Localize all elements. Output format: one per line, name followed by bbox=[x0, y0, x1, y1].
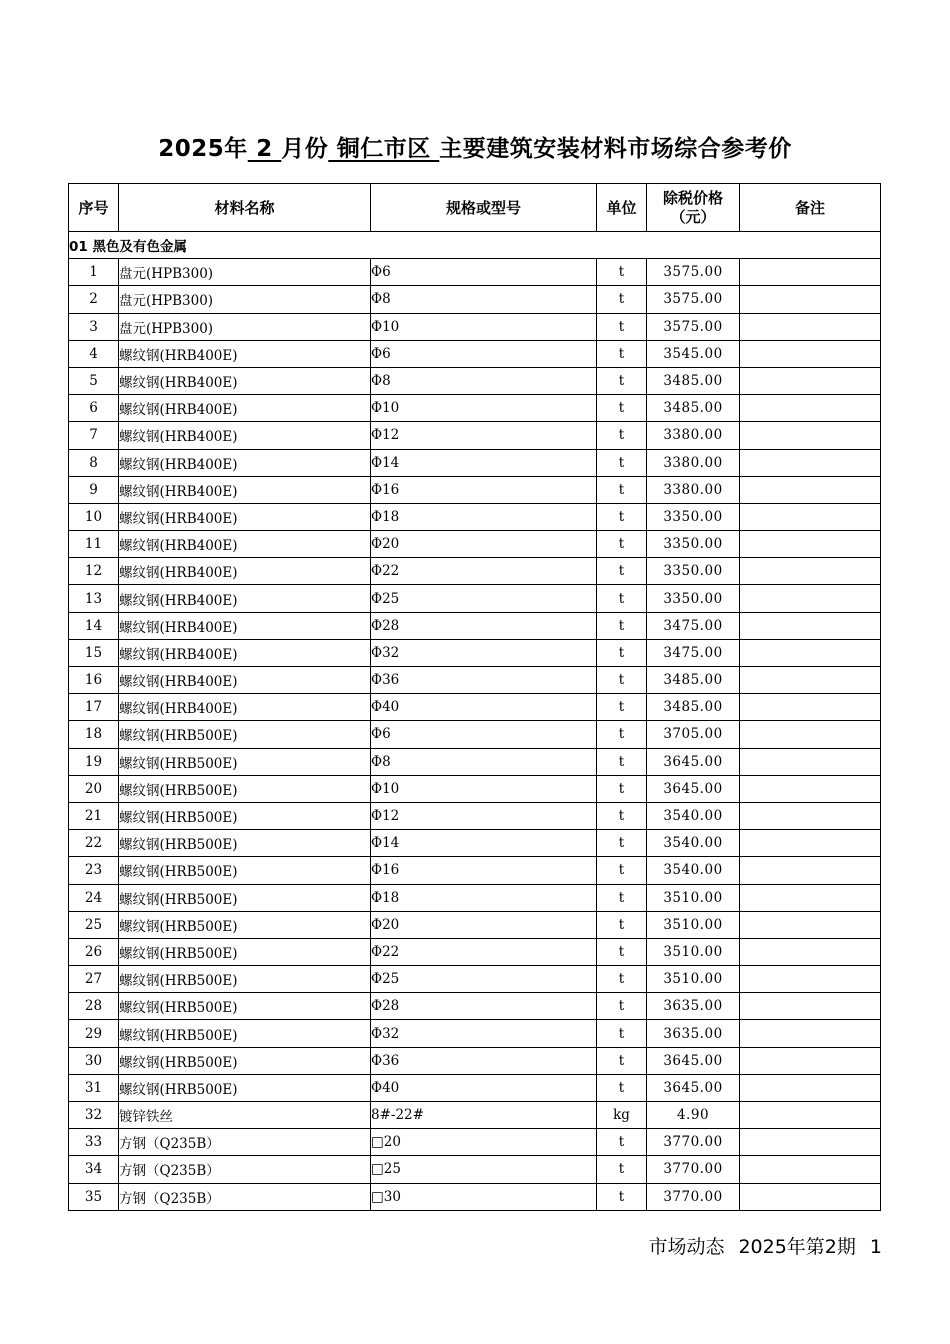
header-spec: 规格或型号 bbox=[371, 184, 597, 232]
header-price-line2: （元） bbox=[670, 207, 716, 226]
material-name: 螺纹钢(HRB400E) bbox=[119, 667, 371, 694]
material-price: 3575.00 bbox=[647, 286, 740, 313]
table-row bbox=[69, 694, 881, 721]
material-name: 螺纹钢(HRB500E) bbox=[119, 748, 371, 775]
material-name: 螺纹钢(HRB500E) bbox=[119, 830, 371, 857]
material-price: 3540.00 bbox=[647, 857, 740, 884]
material-unit: t bbox=[597, 612, 647, 639]
row-number: 7 bbox=[69, 422, 119, 449]
material-name: 螺纹钢(HRB400E) bbox=[119, 639, 371, 666]
row-number: 16 bbox=[69, 667, 119, 694]
material-note bbox=[740, 1102, 881, 1129]
material-price: 3510.00 bbox=[647, 966, 740, 993]
material-price: 3475.00 bbox=[647, 639, 740, 666]
material-name: 螺纹钢(HRB400E) bbox=[119, 340, 371, 367]
material-unit: t bbox=[597, 1129, 647, 1156]
title-year: 2025年 bbox=[158, 136, 248, 162]
material-spec: Φ16 bbox=[371, 857, 597, 884]
material-price: 3510.00 bbox=[647, 938, 740, 965]
material-note bbox=[740, 938, 881, 965]
material-unit: t bbox=[597, 830, 647, 857]
table-row bbox=[69, 1156, 881, 1183]
material-note bbox=[740, 639, 881, 666]
row-number: 17 bbox=[69, 694, 119, 721]
material-spec: Φ18 bbox=[371, 503, 597, 530]
material-note bbox=[740, 748, 881, 775]
table-row bbox=[69, 775, 881, 802]
header-price-line1: 除税价格 bbox=[662, 188, 723, 207]
material-note bbox=[740, 259, 881, 286]
material-spec: Φ6 bbox=[371, 340, 597, 367]
material-unit: t bbox=[597, 422, 647, 449]
material-spec: Φ32 bbox=[371, 639, 597, 666]
row-number: 19 bbox=[69, 748, 119, 775]
material-note bbox=[740, 395, 881, 422]
material-note bbox=[740, 503, 881, 530]
material-name: 螺纹钢(HRB500E) bbox=[119, 938, 371, 965]
table-row bbox=[69, 449, 881, 476]
row-number: 34 bbox=[69, 1156, 119, 1183]
table-row bbox=[69, 938, 881, 965]
material-note bbox=[740, 667, 881, 694]
table-row bbox=[69, 639, 881, 666]
table-row bbox=[69, 1047, 881, 1074]
material-note bbox=[740, 367, 881, 394]
material-note bbox=[740, 775, 881, 802]
material-unit: t bbox=[597, 1047, 647, 1074]
material-price: 3540.00 bbox=[647, 802, 740, 829]
material-unit: t bbox=[597, 857, 647, 884]
material-name: 螺纹钢(HRB500E) bbox=[119, 857, 371, 884]
material-note bbox=[740, 830, 881, 857]
row-number: 6 bbox=[69, 395, 119, 422]
material-price: 3770.00 bbox=[647, 1183, 740, 1210]
material-price: 3645.00 bbox=[647, 775, 740, 802]
row-number: 3 bbox=[69, 313, 119, 340]
material-note bbox=[740, 612, 881, 639]
material-unit: t bbox=[597, 1183, 647, 1210]
table-row bbox=[69, 313, 881, 340]
material-price: 3380.00 bbox=[647, 422, 740, 449]
material-price: 4.90 bbox=[647, 1102, 740, 1129]
footer-issue: 2025年第2期 bbox=[738, 1236, 856, 1258]
row-number: 2 bbox=[69, 286, 119, 313]
material-price: 3770.00 bbox=[647, 1129, 740, 1156]
header-unit: 单位 bbox=[597, 184, 647, 232]
material-unit: t bbox=[597, 938, 647, 965]
material-price: 3510.00 bbox=[647, 911, 740, 938]
table-row bbox=[69, 1129, 881, 1156]
table-row bbox=[69, 857, 881, 884]
table-row bbox=[69, 830, 881, 857]
row-number: 20 bbox=[69, 775, 119, 802]
material-price: 3380.00 bbox=[647, 476, 740, 503]
material-note bbox=[740, 1183, 881, 1210]
material-unit: t bbox=[597, 503, 647, 530]
material-unit: t bbox=[597, 721, 647, 748]
table-row bbox=[69, 1020, 881, 1047]
material-price: 3350.00 bbox=[647, 503, 740, 530]
material-price: 3380.00 bbox=[647, 449, 740, 476]
material-name: 螺纹钢(HRB500E) bbox=[119, 775, 371, 802]
material-name: 方钢（Q235B） bbox=[119, 1183, 371, 1210]
material-unit: t bbox=[597, 367, 647, 394]
row-number: 33 bbox=[69, 1129, 119, 1156]
page-footer bbox=[634, 1232, 882, 1259]
material-spec: Φ6 bbox=[371, 259, 597, 286]
material-unit: t bbox=[597, 775, 647, 802]
material-spec: Φ25 bbox=[371, 966, 597, 993]
row-number: 30 bbox=[69, 1047, 119, 1074]
row-number: 27 bbox=[69, 966, 119, 993]
category-label: 01 黑色及有色金属 bbox=[69, 232, 881, 259]
material-name: 螺纹钢(HRB500E) bbox=[119, 966, 371, 993]
material-price: 3635.00 bbox=[647, 1020, 740, 1047]
material-price: 3645.00 bbox=[647, 1047, 740, 1074]
material-price: 3485.00 bbox=[647, 694, 740, 721]
row-number: 12 bbox=[69, 558, 119, 585]
material-unit: t bbox=[597, 802, 647, 829]
material-unit: t bbox=[597, 476, 647, 503]
material-name: 螺纹钢(HRB500E) bbox=[119, 721, 371, 748]
material-note bbox=[740, 1020, 881, 1047]
material-unit: t bbox=[597, 639, 647, 666]
row-number: 25 bbox=[69, 911, 119, 938]
table-row bbox=[69, 1183, 881, 1210]
material-spec: Φ40 bbox=[371, 1074, 597, 1101]
row-number: 4 bbox=[69, 340, 119, 367]
table-row bbox=[69, 395, 881, 422]
footer-page-number: 1 bbox=[869, 1236, 882, 1258]
material-name: 盘元(HPB300) bbox=[119, 259, 371, 286]
material-spec: Φ8 bbox=[371, 286, 597, 313]
material-unit: t bbox=[597, 286, 647, 313]
material-name: 螺纹钢(HRB400E) bbox=[119, 367, 371, 394]
material-spec: Φ8 bbox=[371, 367, 597, 394]
material-spec: □30 bbox=[371, 1183, 597, 1210]
material-price: 3350.00 bbox=[647, 531, 740, 558]
material-name: 螺纹钢(HRB400E) bbox=[119, 585, 371, 612]
material-price: 3350.00 bbox=[647, 585, 740, 612]
material-name: 螺纹钢(HRB400E) bbox=[119, 558, 371, 585]
footer-publication: 市场动态 bbox=[648, 1236, 725, 1258]
table-row bbox=[69, 802, 881, 829]
material-price: 3770.00 bbox=[647, 1156, 740, 1183]
row-number: 10 bbox=[69, 503, 119, 530]
material-name: 螺纹钢(HRB500E) bbox=[119, 884, 371, 911]
material-name: 螺纹钢(HRB400E) bbox=[119, 694, 371, 721]
material-price: 3485.00 bbox=[647, 667, 740, 694]
material-unit: t bbox=[597, 993, 647, 1020]
material-spec: 8#-22# bbox=[371, 1102, 597, 1129]
material-note bbox=[740, 911, 881, 938]
table-row bbox=[69, 1102, 881, 1129]
material-note bbox=[740, 993, 881, 1020]
material-price: 3475.00 bbox=[647, 612, 740, 639]
header-row bbox=[69, 184, 881, 232]
table-row bbox=[69, 286, 881, 313]
material-name: 镀锌铁丝 bbox=[119, 1102, 371, 1129]
header-note: 备注 bbox=[740, 184, 881, 232]
material-unit: t bbox=[597, 748, 647, 775]
material-unit: t bbox=[597, 911, 647, 938]
material-unit: t bbox=[597, 449, 647, 476]
row-number: 8 bbox=[69, 449, 119, 476]
material-name: 方钢（Q235B） bbox=[119, 1129, 371, 1156]
material-unit: t bbox=[597, 966, 647, 993]
material-note bbox=[740, 857, 881, 884]
material-unit: t bbox=[597, 667, 647, 694]
material-note bbox=[740, 476, 881, 503]
material-spec: □20 bbox=[371, 1129, 597, 1156]
row-number: 29 bbox=[69, 1020, 119, 1047]
material-spec: Φ22 bbox=[371, 558, 597, 585]
table-row bbox=[69, 422, 881, 449]
material-spec: Φ28 bbox=[371, 993, 597, 1020]
material-note bbox=[740, 966, 881, 993]
page-title bbox=[0, 130, 950, 163]
row-number: 15 bbox=[69, 639, 119, 666]
material-unit: t bbox=[597, 395, 647, 422]
title-month-suffix: 月份 bbox=[281, 136, 329, 162]
table-row bbox=[69, 476, 881, 503]
row-number: 23 bbox=[69, 857, 119, 884]
row-number: 9 bbox=[69, 476, 119, 503]
table-row bbox=[69, 585, 881, 612]
material-unit: t bbox=[597, 694, 647, 721]
material-note bbox=[740, 286, 881, 313]
material-price: 3485.00 bbox=[647, 367, 740, 394]
material-note bbox=[740, 884, 881, 911]
row-number: 1 bbox=[69, 259, 119, 286]
title-month: 2 bbox=[247, 136, 282, 162]
material-unit: t bbox=[597, 313, 647, 340]
category-row bbox=[69, 232, 881, 259]
table-row bbox=[69, 721, 881, 748]
material-note bbox=[740, 721, 881, 748]
material-spec: Φ25 bbox=[371, 585, 597, 612]
material-spec: Φ40 bbox=[371, 694, 597, 721]
material-unit: t bbox=[597, 558, 647, 585]
header-name: 材料名称 bbox=[119, 184, 371, 232]
material-name: 螺纹钢(HRB500E) bbox=[119, 993, 371, 1020]
material-spec: Φ14 bbox=[371, 830, 597, 857]
material-name: 螺纹钢(HRB400E) bbox=[119, 422, 371, 449]
material-spec: Φ36 bbox=[371, 667, 597, 694]
material-spec: Φ20 bbox=[371, 531, 597, 558]
material-name: 螺纹钢(HRB500E) bbox=[119, 911, 371, 938]
title-city: 铜仁市区 bbox=[328, 136, 440, 162]
table-row bbox=[69, 1074, 881, 1101]
material-note bbox=[740, 449, 881, 476]
table-row bbox=[69, 367, 881, 394]
material-price: 3510.00 bbox=[647, 884, 740, 911]
material-price: 3575.00 bbox=[647, 313, 740, 340]
table-row bbox=[69, 911, 881, 938]
row-number: 35 bbox=[69, 1183, 119, 1210]
material-spec: Φ22 bbox=[371, 938, 597, 965]
material-price: 3350.00 bbox=[647, 558, 740, 585]
table-row bbox=[69, 531, 881, 558]
material-note bbox=[740, 340, 881, 367]
material-spec: Φ12 bbox=[371, 802, 597, 829]
table-row bbox=[69, 558, 881, 585]
material-note bbox=[740, 585, 881, 612]
material-price: 3645.00 bbox=[647, 748, 740, 775]
row-number: 11 bbox=[69, 531, 119, 558]
material-price: 3705.00 bbox=[647, 721, 740, 748]
material-note bbox=[740, 1156, 881, 1183]
table-row bbox=[69, 503, 881, 530]
material-note bbox=[740, 802, 881, 829]
price-table bbox=[68, 183, 881, 1211]
material-spec: Φ36 bbox=[371, 1047, 597, 1074]
material-spec: Φ10 bbox=[371, 395, 597, 422]
material-spec: Φ28 bbox=[371, 612, 597, 639]
row-number: 18 bbox=[69, 721, 119, 748]
material-price: 3545.00 bbox=[647, 340, 740, 367]
table-row bbox=[69, 748, 881, 775]
material-price: 3575.00 bbox=[647, 259, 740, 286]
material-spec: Φ10 bbox=[371, 775, 597, 802]
table-row bbox=[69, 993, 881, 1020]
material-spec: Φ18 bbox=[371, 884, 597, 911]
material-name: 螺纹钢(HRB400E) bbox=[119, 476, 371, 503]
material-unit: t bbox=[597, 1074, 647, 1101]
material-name: 螺纹钢(HRB500E) bbox=[119, 802, 371, 829]
material-spec: Φ16 bbox=[371, 476, 597, 503]
material-unit: t bbox=[597, 259, 647, 286]
material-note bbox=[740, 313, 881, 340]
material-name: 螺纹钢(HRB500E) bbox=[119, 1047, 371, 1074]
material-unit: kg bbox=[597, 1102, 647, 1129]
table-row bbox=[69, 612, 881, 639]
material-spec: Φ12 bbox=[371, 422, 597, 449]
row-number: 22 bbox=[69, 830, 119, 857]
material-name: 螺纹钢(HRB400E) bbox=[119, 612, 371, 639]
material-spec: Φ14 bbox=[371, 449, 597, 476]
header-price bbox=[647, 184, 740, 232]
material-unit: t bbox=[597, 340, 647, 367]
material-name: 螺纹钢(HRB400E) bbox=[119, 449, 371, 476]
row-number: 31 bbox=[69, 1074, 119, 1101]
material-name: 螺纹钢(HRB500E) bbox=[119, 1074, 371, 1101]
material-note bbox=[740, 694, 881, 721]
material-note bbox=[740, 422, 881, 449]
material-name: 螺纹钢(HRB500E) bbox=[119, 1020, 371, 1047]
material-name: 螺纹钢(HRB400E) bbox=[119, 531, 371, 558]
row-number: 28 bbox=[69, 993, 119, 1020]
material-spec: Φ8 bbox=[371, 748, 597, 775]
material-unit: t bbox=[597, 884, 647, 911]
header-seq: 序号 bbox=[69, 184, 119, 232]
row-number: 13 bbox=[69, 585, 119, 612]
title-rest: 主要建筑安装材料市场综合参考价 bbox=[439, 136, 792, 162]
material-price: 3645.00 bbox=[647, 1074, 740, 1101]
table-row bbox=[69, 884, 881, 911]
table-row bbox=[69, 667, 881, 694]
material-name: 方钢（Q235B） bbox=[119, 1156, 371, 1183]
row-number: 32 bbox=[69, 1102, 119, 1129]
row-number: 24 bbox=[69, 884, 119, 911]
material-name: 盘元(HPB300) bbox=[119, 313, 371, 340]
material-spec: Φ6 bbox=[371, 721, 597, 748]
material-spec: Φ20 bbox=[371, 911, 597, 938]
material-name: 螺纹钢(HRB400E) bbox=[119, 503, 371, 530]
row-number: 21 bbox=[69, 802, 119, 829]
material-unit: t bbox=[597, 531, 647, 558]
material-unit: t bbox=[597, 1020, 647, 1047]
material-spec: □25 bbox=[371, 1156, 597, 1183]
material-note bbox=[740, 531, 881, 558]
material-spec: Φ10 bbox=[371, 313, 597, 340]
material-name: 螺纹钢(HRB400E) bbox=[119, 395, 371, 422]
material-note bbox=[740, 1129, 881, 1156]
row-number: 26 bbox=[69, 938, 119, 965]
material-price: 3635.00 bbox=[647, 993, 740, 1020]
row-number: 5 bbox=[69, 367, 119, 394]
material-note bbox=[740, 1047, 881, 1074]
material-note bbox=[740, 558, 881, 585]
material-spec: Φ32 bbox=[371, 1020, 597, 1047]
row-number: 14 bbox=[69, 612, 119, 639]
material-price: 3540.00 bbox=[647, 830, 740, 857]
material-unit: t bbox=[597, 1156, 647, 1183]
material-price: 3485.00 bbox=[647, 395, 740, 422]
material-unit: t bbox=[597, 585, 647, 612]
material-name: 盘元(HPB300) bbox=[119, 286, 371, 313]
table-row bbox=[69, 340, 881, 367]
table-row bbox=[69, 259, 881, 286]
table-row bbox=[69, 966, 881, 993]
material-note bbox=[740, 1074, 881, 1101]
